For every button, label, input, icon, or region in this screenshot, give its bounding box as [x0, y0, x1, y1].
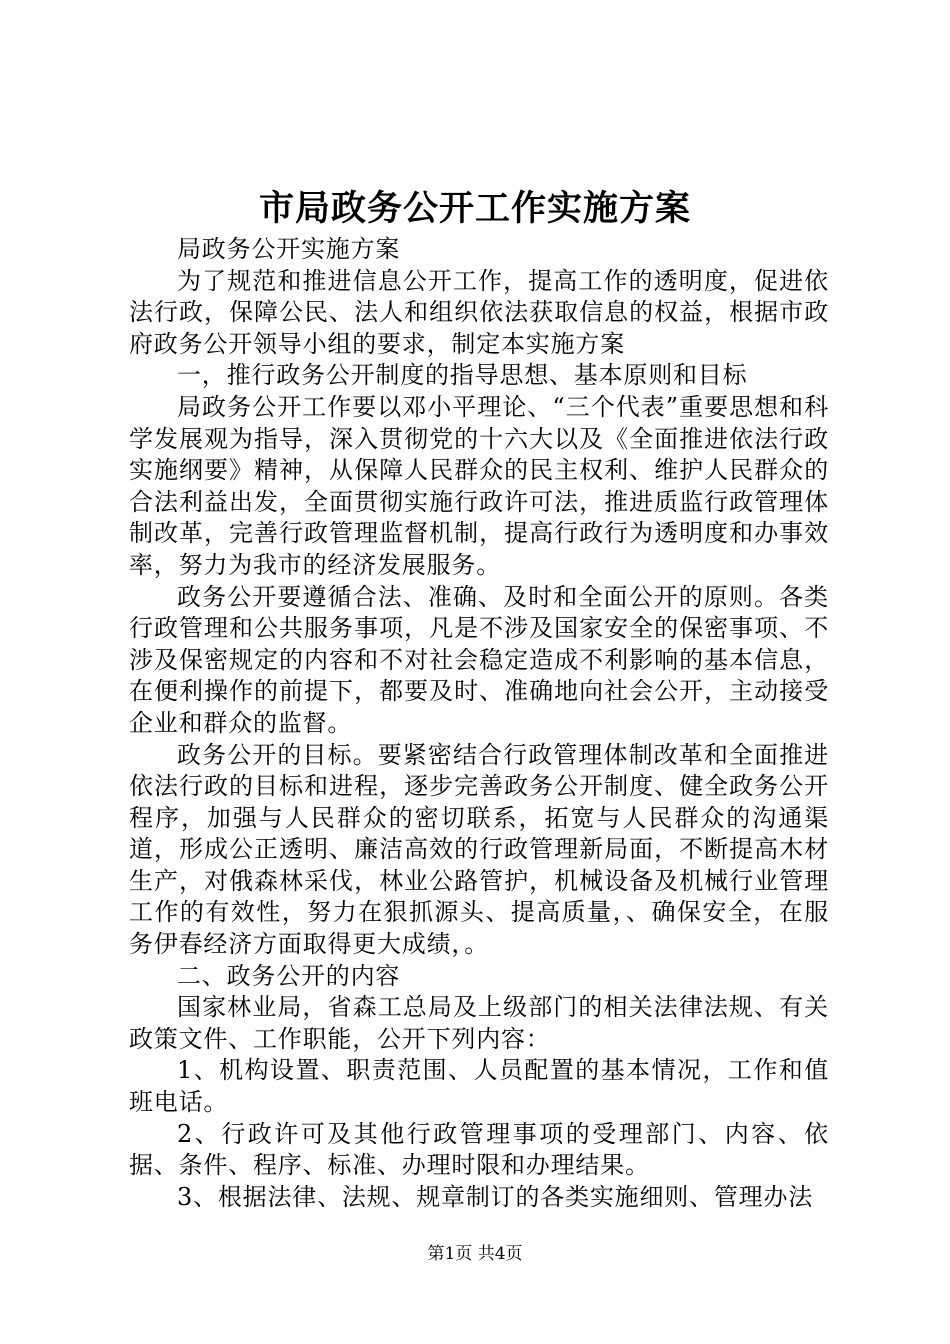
paragraph-goals: 政务公开的目标。要紧密结合行政管理体制改革和全面推进依法行政的目标和进程，逐步完善政务公开制度、健全政务公开程序，加强与人民群众的密切联系，拓宽与人民群众的沟通渠道，形成公正透明、廉洁高效的行政管理新局面，不断提高木材生产，对俄森林采伐，林业公路管护，机械设备及机械行业管理工作的有效性，努力在狠抓源头、提高质量，、确保安全，在服务伊春经济方面取得更大成绩，。: [129, 740, 829, 959]
document-title: 市局政务公开工作实施方案: [258, 188, 691, 229]
paragraph-principles: 政务公开要遵循合法、准确、及时和全面公开的原则。各类行政管理和公共服务事项，凡是不涉及国家安全的保密事项、不涉及保密规定的内容和不对社会稳定造成不利影响的基本信息，在便利操作的前提下，都要及时、准确地向社会公开，主动接受企业和群众的监督。: [129, 582, 829, 737]
page-indicator: 第1页 共4页: [427, 1244, 523, 1264]
paragraph-subtitle: 局政务公开实施方案: [177, 235, 401, 263]
section-heading-2: 二、政务公开的内容: [177, 961, 401, 990]
paragraph-intro: 为了规范和推进信息公开工作，提高工作的透明度，促进依法行政，保障公民、法人和组织依法获取信息的权益，根据市政府政务公开领导小组的要求，制定本实施方案: [129, 266, 829, 358]
document-body: [129, 234, 829, 1213]
paragraph-guiding-thought: 局政务公开工作要以邓小平理论、“三个代表”重要思想和科学发展观为指导，深入贯彻党的十六大以及《全面推进依法行政实施纲要》精神，从保障人民群众的民主权利、维护人民群众的合法利益出发，全面贯彻实施行政许可法，推进质监行政管理体制改革，完善行政管理监督机制，提高行政行为透明度和办事效率，努力为我市的经济发展服务。: [129, 392, 829, 579]
list-item-1: 1、机构设置、职责范围、人员配置的基本情况，工作和值班电话。: [129, 1056, 829, 1117]
page-footer: [0, 1243, 950, 1265]
list-item-3: 3、根据法律、法规、规章制订的各类实施细则、管理办法: [177, 1182, 814, 1211]
section-heading-1: 一，推行政务公开制度的指导思想、基本原则和目标: [177, 361, 748, 390]
list-item-2: 2、行政许可及其他行政管理事项的受理部门、内容、依据、条件、程序、标准、办理时限和办理结果。: [129, 1119, 829, 1180]
paragraph-content-intro: 国家林业局，省森工总局及上级部门的相关法律法规、有关政策文件、工作职能，公开下列内容：: [129, 993, 829, 1053]
